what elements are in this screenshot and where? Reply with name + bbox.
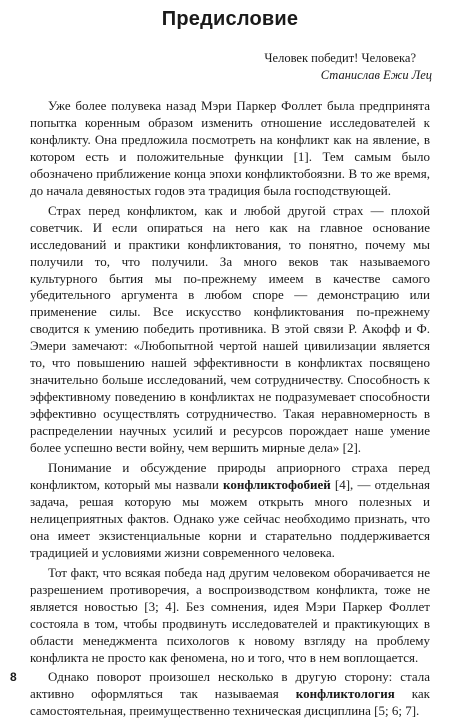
- text-run: как самостоятельная, преимущественно техническая дисциплина [5; 6; 7].: [30, 686, 430, 719]
- bold-term: конфликтология: [295, 686, 395, 702]
- epigraph-author: Станислав Ежи Лец: [320, 68, 432, 82]
- bold-term: конфликтофобией: [223, 476, 331, 492]
- paragraph: [30, 565, 430, 667]
- text-run: [4], — отдельная задача, решая которую мы можем открыть много полезных и нелицеприятных фактов. Однако уже сейчас необходимо признать, что она имеет экзистенциальные корни и старательно поддерживается традицией и условиями жизни современного человека.: [30, 476, 430, 560]
- text-run: Уже более полувека назад Мэри Паркер Фоллет была предпринята попытка коренным образом изменить отношение исследователей к конфликту. Она предложила посмотреть на конфликт как на явление, в котором есть и положительные функции [1]. Тем самым было обозначено приближение конца эпохи конфликтобоязни. В то же время, до начала девяностых годов эта традиция была господствующей.: [30, 98, 430, 198]
- epigraph: [264, 50, 432, 84]
- paragraph: [30, 669, 430, 720]
- body-text: [30, 98, 430, 723]
- page-number: 8: [10, 670, 17, 684]
- text-run: Однако поворот произошел несколько в другую сторону: стала активно оформляться так называемая: [30, 669, 430, 702]
- text-run: Тот факт, что всякая победа над другим человеком оборачивается не разрешением противоречия, а воспроизводством конфликта, тоже не является новостью [3; 4]. Без сомнения, идея Мэри Паркер Фоллет состояла в том, чтобы продвинуть исследователей и практикующих в области менеджмента психологов к новому взгляду на проблему конфликта не просто как феномена, но и того, что в нем воплощается.: [30, 564, 430, 665]
- paragraph: [30, 203, 430, 457]
- page-title: Предисловие: [161, 8, 299, 30]
- epigraph-quote: Человек победит! Человека?: [264, 51, 416, 65]
- text-run: Понимание и обсуждение природы априорного страха перед конфликтом, который мы назвали: [30, 460, 430, 492]
- paragraph: [30, 460, 430, 562]
- paragraph: [30, 98, 430, 200]
- text-run: Страх перед конфликтом, как и любой другой страх — плохой советчик. И если опираться на него как на главное основание исследований и практики конфликтования, то понятно, почему мы получили то, что получили. За много веков так называемого культурного бытия мы по-прежнему имеем в качестве самого убедительного аргумента в любом споре — демонстрацию или применение силы. Все искусство конфликтования по-прежнему сводится к умению победить противника. В этой связи Р. Акофф и Ф. Эмери замечают: «Любопытной чертой нашей цивилизации является то, что повышению нашей эффективности в конфликтах посвящено значительно больше исследований, чем сотрудничеству. Способность к эффективному поведению в конфликтах не подразумевает способности эффективно осуществлять сотрудничество. Такая неравномерность в распределении научных усилий и ресурсов порождает наше умение более успешно вести войну, чем вершить мирные дела» [2].: [30, 202, 430, 456]
